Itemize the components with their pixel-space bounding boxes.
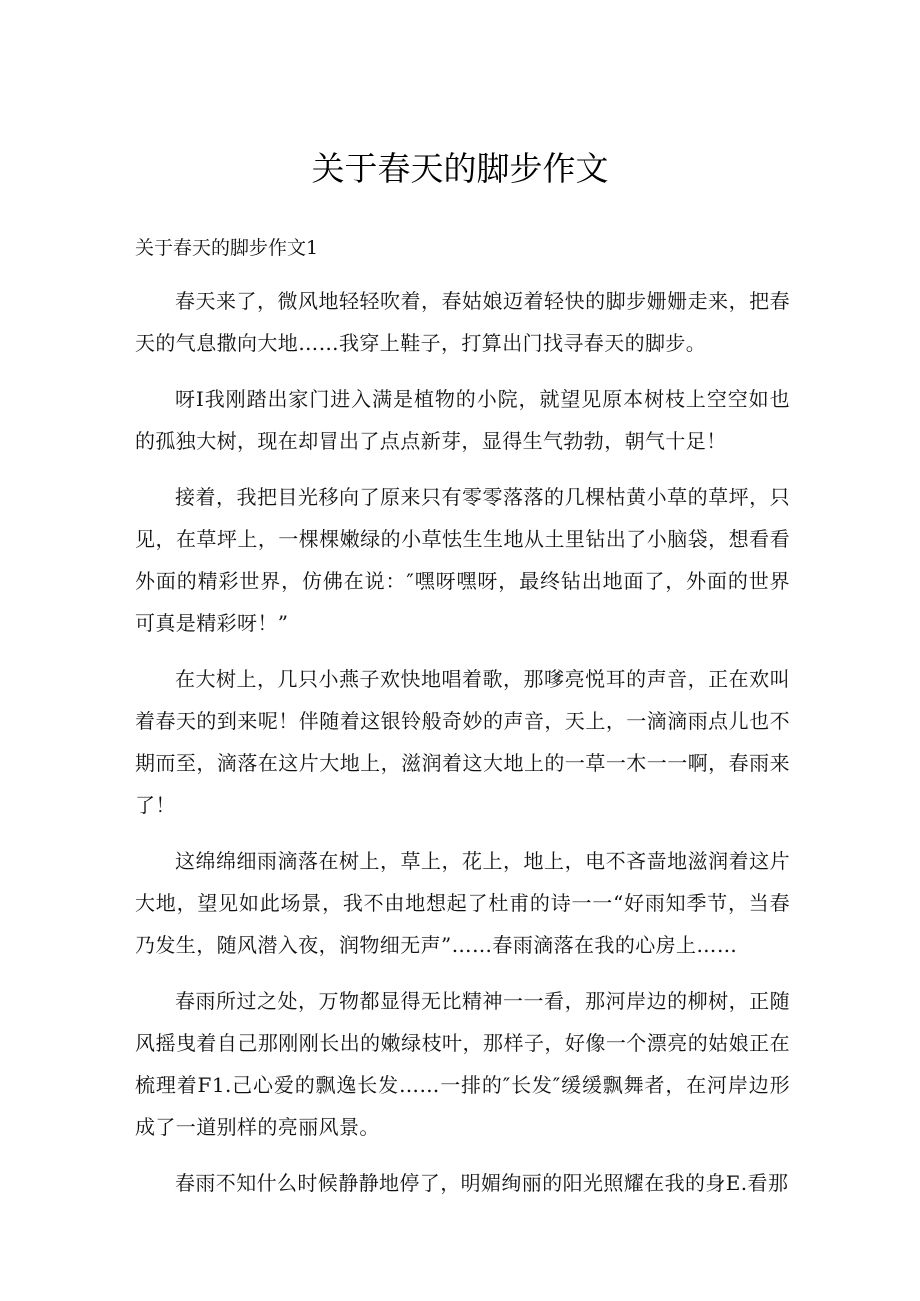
paragraph-5: 这绵绵细雨滴落在树上，草上，花上，地上，电不吝啬地滋润着这片大地，望见如此场景，我不由地想起了杜甫的诗一一“好雨知季节，当春乃发生，随风潜入夜，润物细无声”……春雨滴落在我的心房上…… <box>135 849 790 957</box>
paragraph-2: 呀I我刚踏出家门进入满是植物的小院，就望见原本树枝上空空如也的孤独大树，现在却冒出了点点新芽，显得生气勃勃，朝气十足！ <box>135 387 790 453</box>
paragraph-7: 春雨不知什么时候静静地停了，明媚绚丽的阳光照耀在我的身E.看那 <box>175 1171 789 1195</box>
page-title: 关于春天的脚步作文 <box>311 149 609 188</box>
article-body <box>135 280 790 1218</box>
paragraph-6: 春雨所过之处，万物都显得无比精神一一看，那河岸边的柳树，正随风摇曳着自己那刚刚长出的嫩绿枝叶，那样子，好像一个漂亮的姑娘正在梳理着F1.己心爱的飘逸长发……一排的″长发″缓缓飘舞者，在河岸边形成了一道别样的亮丽风景。 <box>135 989 790 1139</box>
section-heading: 关于春天的脚步作文1 <box>135 237 319 259</box>
paragraph-4: 在大树上，几只小燕子欢快地唱着歌，那嗲亮悦耳的声音，正在欢叫着春天的到来呢！伴随着这银铃般奇妙的声音，天上，一滴滴雨点儿也不期而至，滴落在这片大地上，滋润着这大地上的一草一木一一啊，春雨来了！ <box>135 667 790 817</box>
paragraph-1: 春天来了，微风地轻轻吹着，春姑娘迈着轻快的脚步姗姗走来，把春天的气息撒向大地……我穿上鞋子，打算出门找寻春天的脚步。 <box>135 289 790 355</box>
paragraph-3: 接着，我把目光移向了原来只有零零落落的几棵枯黄小草的草坪，只见，在草坪上，一棵棵嫩绿的小草怯生生地从土里钻出了小脑袋，想看看外面的精彩世界，仿佛在说：″嘿呀嘿呀，最终钻出地面了，外面的世界可真是精彩呀！” <box>135 485 790 635</box>
